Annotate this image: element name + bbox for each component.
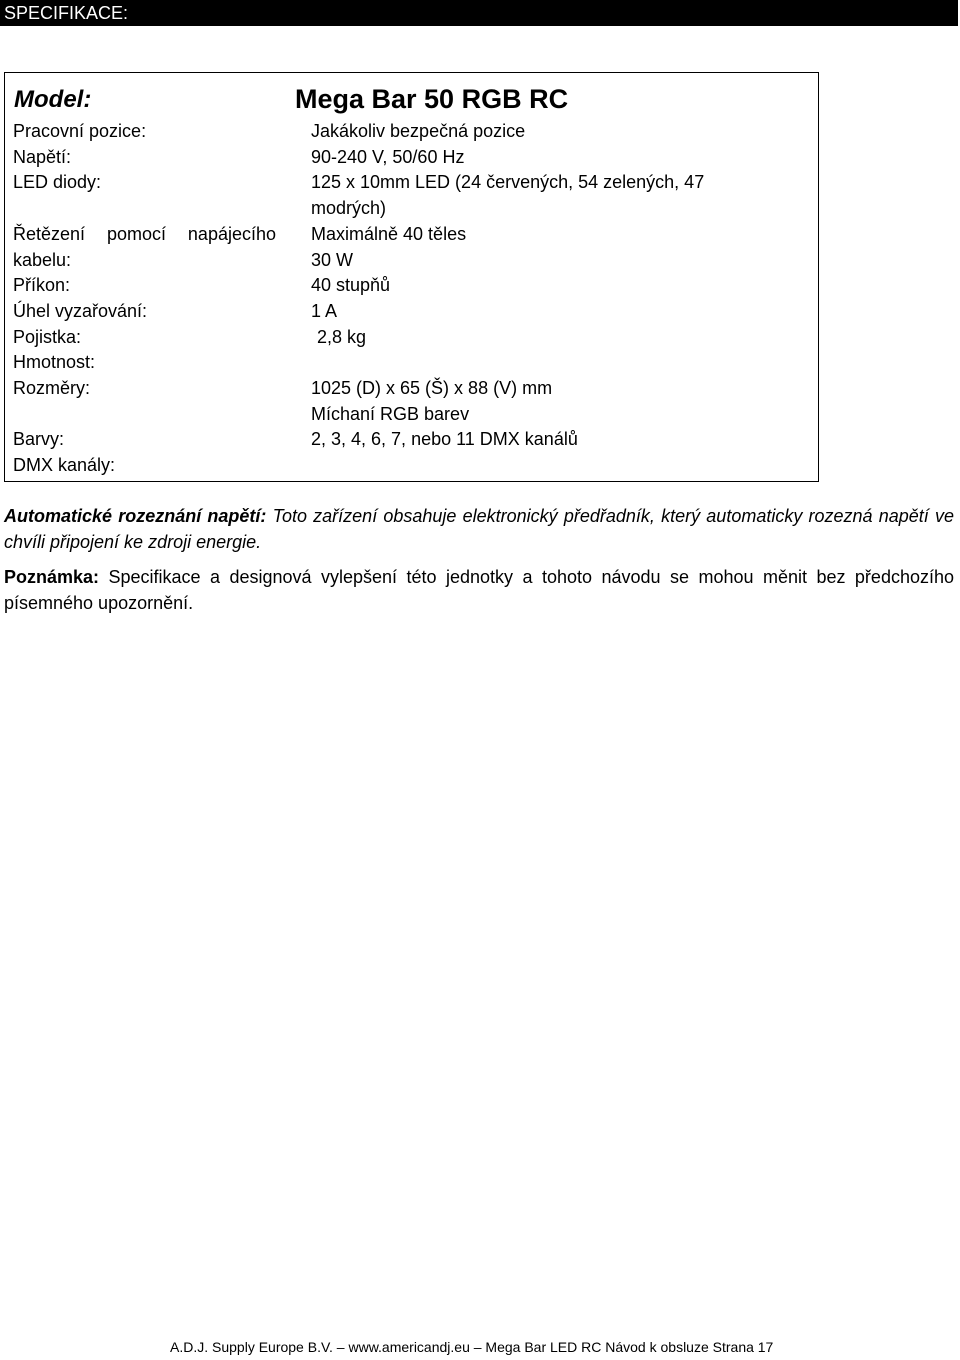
spec-label-chaining [13,222,276,248]
spec-label: Hmotnost: [13,352,96,373]
spec-value: Maximálně 40 těles [311,223,467,244]
spec-label-word: Řetězení [13,223,86,244]
spec-value: Míchaní RGB barev [311,403,470,424]
note-paragraph [4,564,954,616]
spec-label: Úhel vyzařování: [13,300,148,321]
spec-value: 40 stupňů [311,275,391,296]
model-value: Mega Bar 50 RGB RC [295,84,569,114]
auto-voltage-text: Toto zařízení obsahuje elektronický předřadník, který automaticky rozezná napětí ve chvíli připojení ke zdroji energie. [4,506,954,552]
spec-value: 1 A [311,300,338,321]
spec-value: 2,8 kg [317,326,367,347]
spec-value [311,453,811,479]
spec-label: Barvy: [13,429,65,450]
spec-value: 125 x 10mm LED (24 červených, 54 zelených, 47 [311,172,705,193]
section-header [0,0,958,26]
spec-label-word: pomocí [106,223,166,244]
spec-label: Rozměry: [13,378,91,399]
auto-voltage-label: Automatické rozeznání napětí: [4,506,267,526]
spec-label-word: napájecího [187,223,276,244]
section-title: SPECIFIKACE: [4,3,129,23]
spec-label: DMX kanály: [13,455,116,476]
spec-label [13,196,293,222]
spec-label [13,402,293,428]
spec-label: kabelu: [13,249,72,270]
spec-label: Pojistka: [13,326,82,347]
spec-value: modrých) [311,198,387,219]
spec-value: 1025 (D) x 65 (Š) x 88 (V) mm [311,378,553,399]
auto-voltage-paragraph [4,503,954,555]
note-label: Poznámka: [4,567,100,587]
spec-value [311,350,811,376]
spec-label: Pracovní pozice: [13,121,147,141]
model-label: Model: [14,86,92,113]
spec-labels-column [13,119,293,479]
spec-value: 90-240 V, 50/60 Hz [311,146,465,167]
page-footer: A.D.J. Supply Europe B.V. – www.americandj.eu – Mega Bar LED RC Návod k obsluze Strana 17 [170,1339,774,1355]
spec-label: Napětí: [13,146,72,167]
spec-values-column [311,119,811,479]
spec-value: 30 W [311,249,354,270]
spec-label: Příkon: [13,275,71,296]
note-text: Specifikace a designová vylepšení této jednotky a tohoto návodu se mohou měnit bez předchozího písemného upozornění. [4,567,954,613]
spec-label: LED diody: [13,172,102,193]
spec-value: Jakákoliv bezpečná pozice [311,121,526,141]
spec-value: 2, 3, 4, 6, 7, nebo 11 DMX kanálů [311,429,578,450]
specification-table [4,72,819,482]
